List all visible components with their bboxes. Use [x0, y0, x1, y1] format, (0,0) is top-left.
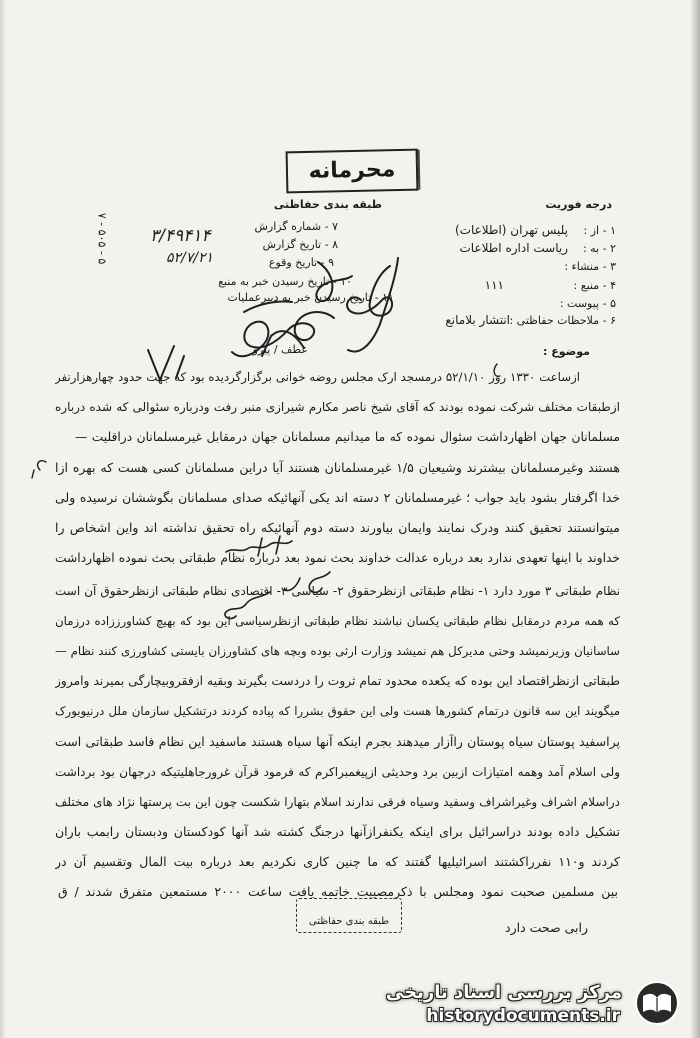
field-news-to-source-date-label: ۱۰ - تاریخ رسیدن خبر به منبع	[218, 275, 352, 288]
body-line: ولی اسلام آمد وهمه امتیازات ازبین برد وحدیثی ازپیغمبراکرم که فرمود قرآن غرورجاهلیتیکه درجهان بود برداشت	[55, 765, 620, 779]
field-security-notes-value: انتشار بلامانع	[445, 313, 510, 327]
body-line: میتوانستند تحقیق کنند ودرک نمایند وایمان بیاورند دسته دوم آنهائیکه راه تحقیق نداشته اند واین اشخاص را	[55, 520, 620, 535]
body-line: ازطبقات مختلف شرکت نموده بودند که آقای شیخ ناصر مکارم شیرازی منبر رفت ودرباره سئوالی که شده درباره	[55, 400, 620, 414]
classification-stamp	[296, 898, 402, 933]
field-attachment-label: ۵ - پیوست :	[559, 297, 616, 310]
body-line: ساسانیان وزیرنمیشد وحتی مدیرکل هم نمیشد وزارت ارثی بوده وبچه های کشاورزان بایستی کشاورزی کنند نظام —	[55, 644, 620, 658]
body-line: میگویند این سه قانون درتمام کشورها هست ولی این حقوق بشررا که پیاده کردند درتشکیل سازمان ملل درنیویورک	[55, 704, 620, 718]
scan-edge-left	[0, 0, 6, 1038]
handwritten-report-number: ۳/۴۹۴۱۴	[150, 226, 211, 246]
body-line: طبقاتی ازنظراقتصاد این بوده که یکعده محدود تمام ثروت را دردست بگیرند وبقیه ازفقروبیچارگی بمیرند وامروز	[55, 674, 620, 688]
classification-stamp-text: طبقه بندی حفاظتی	[308, 916, 390, 927]
classification-label: طبقه بندی حفاظتی	[273, 198, 382, 211]
body-line: نظام طبقاتی ۳ مورد دارد ۱- نظام طبقاتی ازنظرحقوق ۲- سیاسی ۳- اقتصادی نظام طبقاتی ازنظرحقوق آن است	[55, 584, 620, 598]
field-source-value: ۱۱۱	[484, 278, 504, 292]
handwritten-report-date: ۵۲/۷/۲۱	[166, 250, 214, 266]
body-line: که همه مردم درمقابل نظام طبقاتی یکسان نباشند نظام طبقاتی ازنظرسیاسی این بود که بهیچ کشاورززاده درزمان	[55, 614, 620, 628]
field-from-value: پلیس تهران (اطلاعات)	[454, 223, 568, 237]
closing-note: رابی صحت دارد	[505, 920, 588, 935]
handwritten-margin-number	[32, 461, 46, 478]
field-to-label: ۲ - به :	[582, 242, 616, 255]
field-event-date-label: ۹ - تاریخ وقوع	[268, 256, 334, 269]
scan-edge-right	[690, 0, 700, 1038]
reference-label: عطف / پیرو	[252, 343, 308, 356]
confidential-stamp: محرمانه	[286, 149, 419, 194]
body-line: خداوند با اینها تعهدی ندارد بعد درباره عدالت خداوند بحث نمود بعد درباره نظام طبقاتی بحث نموده اظهارداشت	[55, 551, 620, 565]
body-line: بین مسلمین صحبت نمود ومجلس با ذکرمصیبت خاتمه یافت ساعت ۲۰۰۰ مستمعین متفرق شدند / ق	[58, 884, 618, 899]
field-report-date-label: ۸ - تاریخ گزارش	[262, 238, 338, 251]
body-line: تشکیل داده بودند دراسرائیل برای اینکه یکنفرازآنها درجنگ کشته شد آنها کودکستان ودبستان رابمب باران	[55, 824, 620, 839]
field-from-label: ۱ - از :	[583, 224, 616, 237]
body-line: ازساعت ۱۳۳۰ روز ۵۲/۱/۱۰ درمسجد ارک مجلس روضه خوانی برگزارگردیده بود که جهت حدود چهارهزارنفر	[55, 370, 580, 384]
body-line: دراسلام اشراف وغیراشراف وسفید وسیاه فرقی ندارند اسلام بتهارا شکست چون این بت پرستها نژاد های مختلف	[55, 795, 620, 809]
body-line: مسلمانان جهان اظهارداشت سئوال نموده که ما میدانیم مسلمانان جهان درمقابل غیرمسلمانان دراقلیت —	[75, 430, 620, 444]
field-origin-label: ۳ - منشاء :	[564, 260, 616, 273]
field-news-to-secretary-date-label: ۱۱ - تاریخ رسیدن خبر به دبیرعملیات	[227, 291, 394, 304]
signature-scribble	[348, 258, 398, 352]
body-line: کردند و۱۱۰ نفرراکشتند اسرائیلیها گفتند که ما چنین کاری نکردیم بعد درباره بیت المال وتقسیم آن در	[55, 854, 620, 869]
field-source-label: ۴ - منبع :	[573, 279, 616, 292]
body-line: خدا اگرفتار بشود باید جواب ؛ غیرمسلمانان ۲ دسته اند یکی آنهائیکه صدای مسلمانان بگوششان نرسیده ولی	[55, 490, 620, 505]
subject-label: موضوع :	[543, 345, 590, 358]
watermark-url: historydocuments.ir	[426, 1006, 620, 1026]
body-line: پراسفید پوستان سیاه پوستان راآزار میدهند بجرم اینکه آنها سیاه هستند ماسفید این نظام فاسد طبقاتی است	[55, 734, 620, 749]
margin-code: ۵ - ۵۰۵ - ۷	[95, 212, 109, 265]
field-to-value: ریاست اداره اطلاعات	[459, 241, 568, 255]
body-line: هستند وغیرمسلمانان بیشترند وشیعیان ۱/۵ غیرمسلمانان هستند آیا دراین مسلمانان کسی هست که بهره ازا	[55, 460, 620, 475]
priority-label: درجه فوریت	[545, 198, 612, 211]
field-report-number-label: ۷ - شماره گزارش	[254, 220, 338, 233]
watermark-org: مرکز بررسی اسناد تاریخی	[385, 982, 622, 1003]
watermark-logo-icon	[636, 982, 678, 1024]
field-security-notes-label: ۶ - ملاحظات حفاظتی :	[509, 314, 616, 327]
